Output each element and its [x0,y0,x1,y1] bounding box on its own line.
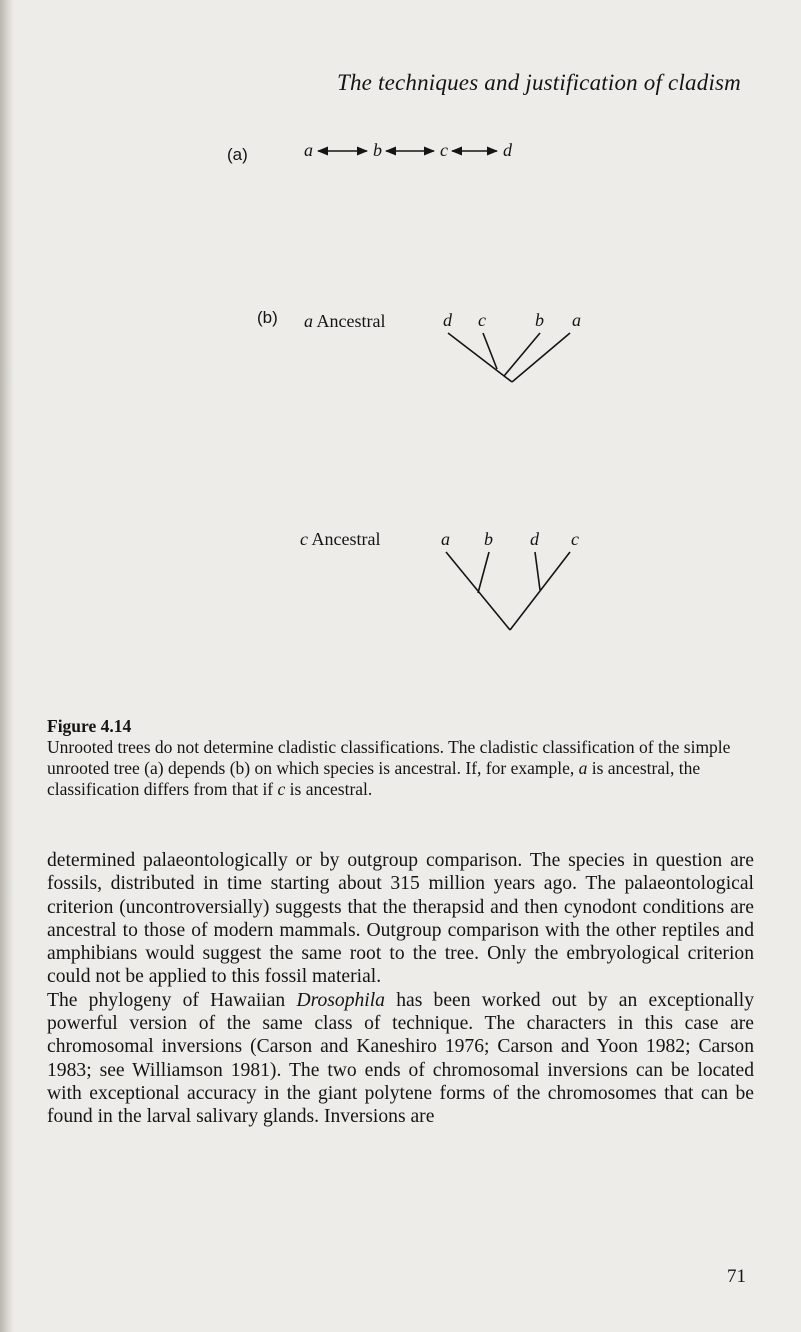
tree1-branches [448,333,570,382]
panel-a-label: (a) [227,145,248,164]
node-c: c [440,140,448,160]
node-d: d [503,140,512,160]
tree1-tip-1: d [443,310,452,330]
figure-caption-title: Figure 4.14 [47,716,132,736]
tree2-tip-2: b [484,529,493,549]
tree2-tip-4: c [571,529,579,549]
tree1-tip-2: c [478,310,486,330]
tree2-tip-3: d [530,529,539,549]
tree1-root-label: a Ancestral [304,311,386,331]
running-head: The techniques and justification of cladism [336,70,741,95]
body-text [47,849,754,1129]
tree2-branches [446,552,570,630]
tree1-tip-4: a [572,310,581,330]
node-b: b [373,140,382,160]
tree2-root-label: c Ancestral [300,529,381,549]
tree2-tip-1: a [441,529,450,549]
body-paragraph-1: determined palaeontologically or by outgroup comparison. The species in question are fossils, distributed in time starting about 315 million years ago. The palaeontological criterion (uncontroversially) suggests that the therapsid and then cynodont conditions are ancestral to those of modern mammals. Outgroup comparison with the other reptiles and amphibians would suggest the same root to the tree. Only the embryological criterion could not be applied to this fossil material. [47,850,754,988]
node-a: a [304,140,313,160]
page-number: 71 [727,1266,746,1287]
figure-caption-text: Unrooted trees do not determine cladistic classifications. The cladistic classification of the simple unrooted tree (a) depends (b) on which species is ancestral. If, for example, a is ancestral, the classification differs from that if c is ancestral. [47,737,731,799]
tree1-tip-3: b [535,310,544,330]
body-paragraph-2: The phylogeny of Hawaiian Drosophila has been worked out by an exceptionally powerful version of the same class of technique. The characters in this case are chromosomal inversions (Carson and Kaneshiro 1976; Carson and Yoon 1982; Carson 1983; see Williamson 1981). The two ends of chromosomal inversions can be located with exceptional accuracy in the giant polytene forms of the chromosomes that can be found in the larval salivary glands. Inversions are [47,989,755,1128]
panel-b-label: (b) [257,308,278,327]
